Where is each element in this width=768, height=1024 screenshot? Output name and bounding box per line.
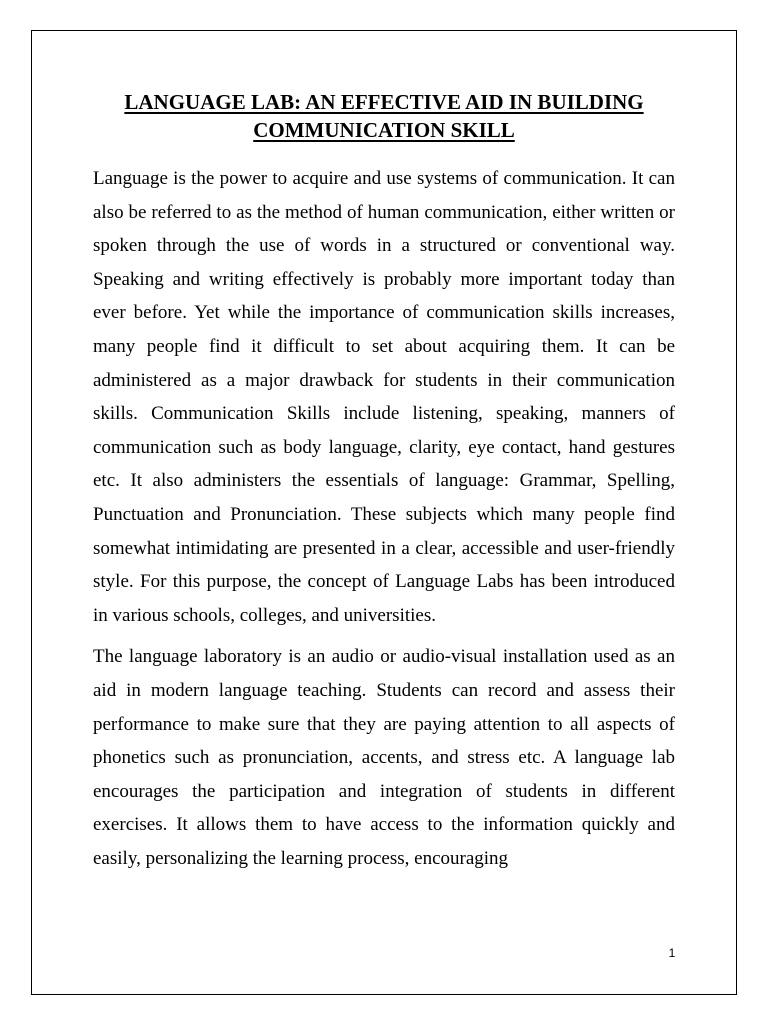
paragraph-2: The language laboratory is an audio or audio-visual installation used as an aid in modern language teaching. Students can record and assess their performance to make sure that they are paying attention to all aspects of phonetics such as pronunciation, accents, and stress etc. A language lab encourages the participation and integration of students in different exercises. It allows them to have access to the information quickly and easily, personalizing the learning process, encouraging	[93, 646, 675, 869]
document-body	[93, 162, 675, 875]
title-line-1: LANGUAGE LAB: AN EFFECTIVE AID IN BUILDING	[124, 90, 644, 114]
document-title	[60, 88, 708, 144]
page-number: 1	[668, 946, 676, 960]
title-line-2: COMMUNICATION SKILL	[253, 118, 515, 142]
paragraph-1: Language is the power to acquire and use systems of communication. It can also be referred to as the method of human communication, either written or spoken through the use of words in a structured or conventional way. Speaking and writing effectively is probably more important today than ever before. Yet while the importance of communication skills increases, many people find it difficult to set about acquiring them. It can be administered as a major drawback for students in their communication skills. Communication Skills include listening, speaking, manners of communication such as body language, clarity, eye contact, hand gestures etc. It also administers the essentials of language: Grammar, Spelling, Punctuation and Pronunciation. These subjects which many people find somewhat intimidating are presented in a clear, accessible and user-friendly style. For this purpose, the concept of Language Labs has been introduced in various schools, colleges, and universities.	[93, 168, 675, 626]
